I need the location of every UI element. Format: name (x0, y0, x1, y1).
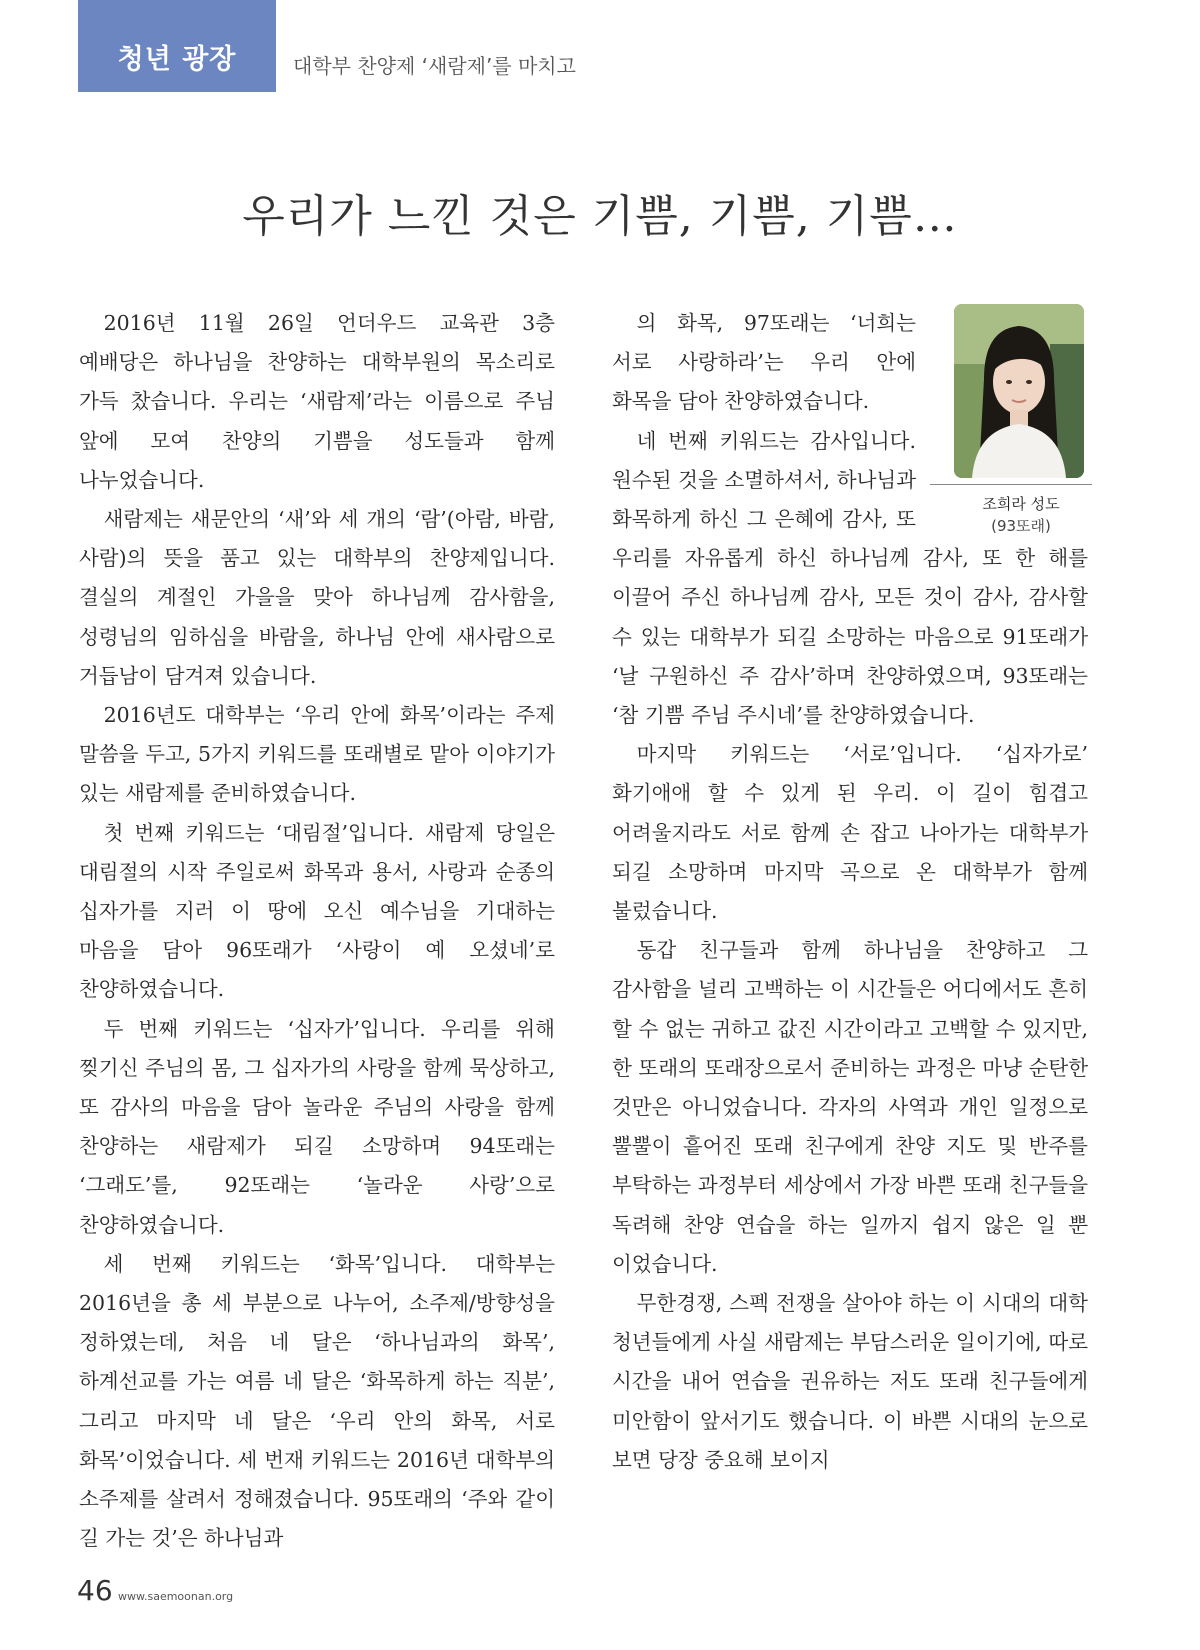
paragraph: 2016년도 대학부는 ‘우리 안에 화목’이라는 주제 말씀을 두고, 5가지 키워드를 또래별로 맡아 이야기가 있는 새람제를 준비하였습니다. (79, 703, 555, 806)
paragraph: 세 번째 키워드는 ‘화목’입니다. 대학부는 2016년을 총 세 부분으로 나누어, 소주제/방향성을 정하였는데, 처음 네 달은 ‘하나님과의 화목’, 하계선교를 가는 여름 네 달은 ‘화목하게 하는 직분’, 그리고 마지막 네 달은 ‘우리 안의 화목, 서로 화목’이었습니다. 세 번재 키워드는 2016년 대학부의 소주제를 살려서 정해졌습니다. 95또래의 ‘주와 같이 길 가는 것’은 하나님과 (79, 1251, 555, 1551)
article-column-right (612, 304, 1088, 1480)
section-tab (78, 0, 276, 92)
paragraph: 의 화목, 97또래는 ‘너희는 서로 사랑하라’는 우리 안에 화목을 담아 찬양하였습니다. (612, 311, 916, 414)
paragraph: 2016년 11월 26일 언더우드 교육관 3층 예배당은 하나님을 찬양하는 대학부원의 목소리로 가득 찼습니다. 우리는 ‘새람제’라는 이름으로 주님 앞에 모여 찬양의 기쁨을 성도들과 함께 나누었습니다. (79, 311, 555, 492)
paragraph: 새람제는 새문안의 ‘새’와 세 개의 ‘람’(아람, 바람, 사람)의 뜻을 품고 있는 대학부의 찬양제입니다. 결실의 계절인 가을을 맞아 하나님께 감사함을, 성령님의 임하심을 바람을, 하나님 안에 새사람으로 거듭남이 담겨져 있습니다. (79, 507, 555, 688)
article-headline: 우리가 느낀 것은 기쁨, 기쁨, 기쁨… (242, 191, 958, 242)
paragraph: 네 번째 키워드는 감사입니다. 원수된 것을 소멸하셔서, 하나님과 화목하게 하신 그 은혜에 감사, 또 우리를 자유롭게 하신 하나님께 감사, 또 한 해를 이끌어 주신 하나님께 감사, 모든 것이 감사, 감사할 수 있는 대학부가 되길 소망하는 마음으로 91또래가 ‘날 구원하신 주 감사’하며 찬양하였으며, 93또래는 ‘참 기쁨 주님 주시네’를 찬양하였습니다. (612, 428, 1088, 728)
author-photo-box (930, 304, 1092, 535)
paragraph: 동갑 친구들과 함께 하나님을 찬양하고 그 감사함을 널리 고백하는 이 시간들은 어디에서도 흔히 할 수 없는 귀하고 값진 시간이라고 고백할 수 있지만, 한 또래의 또래장으로서 준비하는 과정은 마냥 순탄한 것만은 아니었습니다. 각자의 사역과 개인 일정으로 뿔뿔이 흩어진 또래 친구에게 찬양 지도 및 반주를 부탁하는 과정부터 세상에서 가장 바쁜 또래 친구들을 독려해 찬양 연습을 하는 일까지 쉽지 않은 일 뿐 이었습니다. (612, 938, 1088, 1276)
paragraph: 마지막 키워드는 ‘서로’입니다. ‘십자가로’ 화기애애 할 수 있게 된 우리. 이 길이 힘겹고 어려울지라도 서로 함께 손 잡고 나아가는 대학부가 되길 소망하며 마지막 곡으로 온 대학부가 함께 불렀습니다. (612, 742, 1088, 924)
author-group: (93또래) (991, 517, 1051, 535)
paragraph: 첫 번째 키워드는 ‘대림절’입니다. 새람제 당일은 대림절의 시작 주일로써 화목과 용서, 사랑과 순종의 십자가를 지러 이 땅에 오신 예수님을 기대하는 마음을 담아 96또래가 ‘사랑이 예 오셨네’로 찬양하였습니다. (79, 820, 555, 1002)
paragraph: 두 번째 키워드는 ‘십자가’입니다. 우리를 위해 찢기신 주님의 몸, 그 십자가의 사랑을 함께 묵상하고, 또 감사의 마음을 담아 놀라운 주님의 사랑을 함께 찬양하는 새람제가 되길 소망하며 94또래는 ‘그래도’를, 92또래는 ‘놀라운 사랑’으로 찬양하였습니다. (79, 1016, 555, 1237)
page-number: 46 (77, 1574, 113, 1607)
article-column-left (79, 304, 555, 1559)
section-label: 청년 광장 (117, 44, 237, 75)
author-name: 조희라 성도 (982, 495, 1060, 513)
paragraph: 무한경쟁, 스펙 전쟁을 살아야 하는 이 시대의 대학 청년들에게 사실 새람제는 부담스러운 일이기에, 따로 시간을 내어 연습을 권유하는 저도 또래 친구들에게 미안함이 앞서기도 했습니다. 이 바쁜 시대의 눈으로 보면 당장 중요해 보이지 (612, 1291, 1088, 1472)
photo-caption-rule (930, 484, 1092, 485)
website-url: www.saemoonan.org (118, 1590, 234, 1603)
author-photo (954, 304, 1084, 478)
section-subtitle: 대학부 찬양제 ‘새람제’를 마치고 (293, 54, 576, 78)
